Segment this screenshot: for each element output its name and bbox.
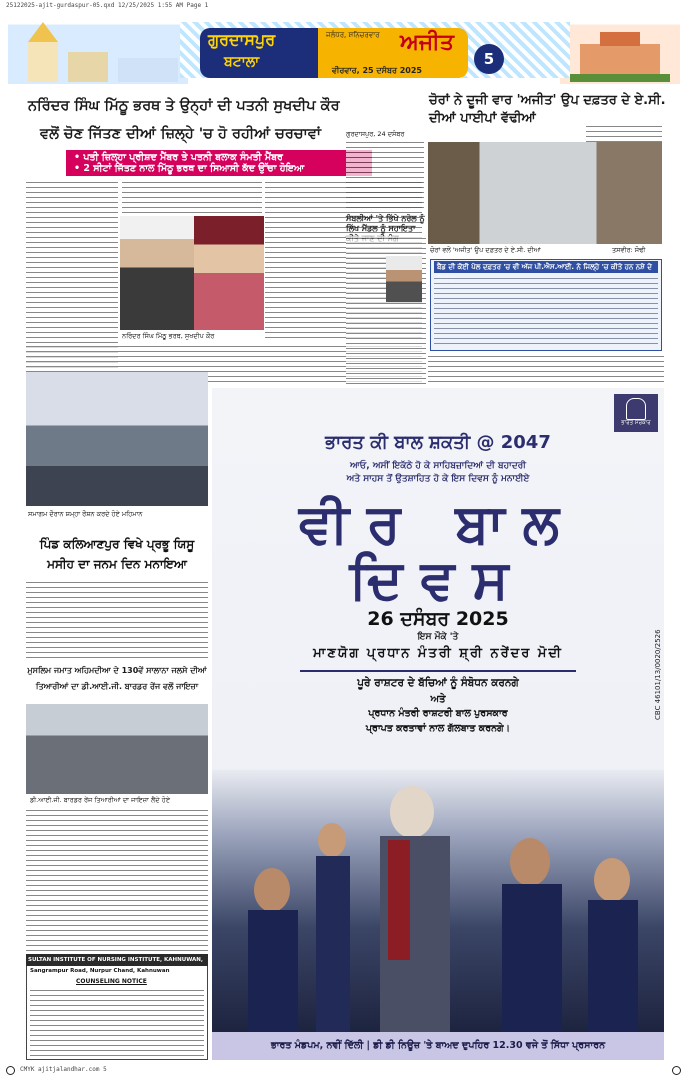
registration-mark-icon-right — [672, 1066, 681, 1075]
lead-body-text-col2 — [122, 180, 262, 216]
ad-address-line: ਪੂਰੇ ਰਾਸ਼ਟਰ ਦੇ ਬੱਚਿਆਂ ਨੂੰ ਸੰਬੋਧਨ ਕਰਨਗੇ — [357, 677, 519, 689]
ac-photo-caption-left: ਚੋਰਾਂ ਵਲੋਂ 'ਅਜੀਤ' ਉਪ ਦਫ਼ਤਰ ਦੇ ਏ.ਸੀ. ਦੀਆਂ — [430, 246, 541, 254]
ad-prime-minister: ਮਾਣਯੋਗ ਪ੍ਰਧਾਨ ਮੰਤਰੀ ਸ਼੍ਰੀ ਨਰੇਂਦਰ ਮੋਦੀ — [313, 646, 563, 661]
ad-award-line1: ਪ੍ਰਧਾਨ ਮੰਤਰੀ ਰਾਸ਼ਟਰੀ ਬਾਲ ਪੁਰਸਕਾਰ — [368, 708, 508, 719]
issue-date: ਵੀਰਵਾਰ, 25 ਦਸੰਬਰ 2025 — [332, 66, 423, 75]
classified-ad-head: SULTAN INSTITUTE OF NURSING INSTITUTE, KAHNUWAN, — [26, 954, 208, 966]
left-story2-headline-line2: ਤਿਆਰੀਆਂ ਦਾ ਡੀ.ਆਈ.ਜੀ. ਬਾਰਡਰ ਰੇਂਜ ਵਲੋਂ ਜਾਇਜ਼ਾ — [35, 682, 199, 691]
temple-illustration — [8, 14, 188, 84]
ad-cbc-code: CBC 46101/13/0020/2526 — [654, 629, 662, 720]
right-headline: ਚੋਰਾਂ ਨੇ ਦੂਜੀ ਵਾਰ 'ਅਜੀਤ' ਉਪ ਦਫ਼ਤਰ ਦੇ ਏ.ਸੀ. ਦੀਆਂ ਪਾਈਪਾਂ ਵੱਢੀਆਂ — [429, 93, 666, 126]
ad-photo-pm-with-children — [212, 770, 664, 1032]
monument-illustration — [560, 14, 680, 84]
boxed-story-body — [434, 276, 658, 348]
event-photo-caption: ਸਮਾਗਮ ਦੌਰਾਨ ਸ਼ਮ੍ਹਾ ਰੌਸ਼ਨ ਕਰਦੇ ਹੋਏ ਮਹਿਮਾਨ — [28, 510, 143, 518]
left-story-headline-line2: ਮਸੀਹ ਦਾ ਜਨਮ ਦਿਨ ਮਨਾਇਆ — [47, 557, 187, 571]
ad-divider — [300, 670, 576, 672]
ad-award-line2: ਪ੍ਰਾਪਤ ਕਰਤਾਵਾਂ ਨਾਲ ਗੱਲਬਾਤ ਕਰਨਗੇ। — [365, 723, 511, 734]
ad-event-date: 26 ਦਸੰਬਰ 2025 — [367, 608, 509, 630]
lead-photo-man — [120, 216, 194, 330]
ashoka-emblem-icon — [626, 398, 646, 420]
lead-body-text — [26, 180, 118, 370]
person-portrait — [386, 256, 422, 302]
ad-subtext — [212, 460, 664, 486]
lead-bullet-1: • ਪਤੀ ਜ਼ਿਲ੍ਹਾ ਪ੍ਰੀਸ਼ਦ ਮੈਂਬਰ ਤੇ ਪਤਨੀ ਬਲਾਕ ਸੰਮਤੀ ਮੈਂਬਰ — [74, 152, 283, 163]
right-body-text-top — [586, 124, 662, 142]
city-name-gurdaspur: ਗੁਰਦਾਸਪੁਰ — [208, 30, 276, 49]
ad-subtext-line2: ਅਤੇ ਸਾਹਸ ਤੋਂ ਉਤਸ਼ਾਹਿਤ ਹੋ ਕੇ ਇਸ ਦਿਵਸ ਨੂੰ ਮਨਾਈਏ — [346, 474, 530, 484]
left-story-body — [26, 580, 208, 662]
lead-photo-woman — [194, 216, 264, 330]
left-story2-headline-line1: ਮੁਸਲਿਮ ਜਮਾਤ ਅਹਿਮਦੀਆ ਦੇ 130ਵੇਂ ਸਾਲਾਨਾ ਜਲਸੇ ਦੀਆਂ — [27, 666, 207, 675]
dig-photo-caption: ਡੀ.ਆਈ.ਜੀ. ਬਾਰਡਰ ਰੇਂਜ ਤਿਆਰੀਆਂ ਦਾ ਜਾਇਜ਼ਾ ਲੈਂਦੇ ਹੋਏ — [30, 796, 171, 804]
left-story-headline — [26, 534, 208, 574]
classified-ad-body — [30, 988, 204, 1056]
temple-icon — [8, 14, 188, 84]
lead-headline-line2: ਵਲੋਂ ਚੋਣ ਜਿੱਤਣ ਦੀਆਂ ਜ਼ਿਲ੍ਹੇ 'ਚ ਹੋ ਰਹੀਆਂ ਚਰਚਾਵਾਂ — [40, 126, 321, 142]
lead-headline-line1: ਨਰਿੰਦਰ ਸਿੰਘ ਮਿੱਠੂ ਭਰਥ ਤੇ ਉਨ੍ਹਾਂ ਦੀ ਪਤਨੀ ਸੁਖਦੀਪ ਕੌਰ — [28, 98, 340, 114]
govt-emblem: ਭਾਰਤ ਸਰਕਾਰ — [614, 394, 658, 432]
ac-unit-photo — [428, 142, 662, 244]
ad-broadcast-bar: ਭਾਰਤ ਮੰਡਪਮ, ਨਵੀਂ ਦਿੱਲੀ | ਡੀ ਡੀ ਨਿਊਜ਼ 'ਤੇ ਬਾਅਦ ਦੁਪਹਿਰ 12.30 ਵਜੇ ਤੋਂ ਸਿੱਧਾ ਪ੍ਰਸਾਰਨ — [212, 1032, 664, 1060]
lead-bullet-2: • 2 ਸੀਟਾਂ ਜਿੱਤਣ ਨਾਲ ਮਿੱਠੂ ਭਰਥ ਦਾ ਸਿਆਸੀ ਕੱਦ ਉੱਚਾ ਹੋਇਆ — [74, 163, 305, 174]
left-story2-headline — [26, 666, 208, 692]
page-number: 5 — [474, 44, 504, 74]
dig-visit-photo — [26, 704, 208, 794]
ad-occasion: ਇਸ ਮੌਕੇ 'ਤੇ — [417, 632, 459, 642]
right-dateline: ਗੁਰਦਾਸਪੁਰ, 24 ਦਸੰਬਰ — [346, 130, 405, 138]
ad-and: ਅਤੇ — [430, 694, 446, 705]
newspaper-logo: ਅਜੀਤ — [400, 30, 454, 55]
lead-highlights-box — [66, 150, 372, 176]
brand-edition: ਜਲੰਧਰ, ਸ਼ਨਿਚਰਵਾਰ — [326, 31, 380, 39]
ac-photo-caption-right: ਤਸਵੀਰ: ਸੋਢੀ — [612, 246, 646, 254]
right-lower-body — [428, 354, 664, 386]
ad-subtext-line1: ਆਓ, ਅਸੀਂ ਇਕੱਠੇ ਹੋ ਕੇ ਸਾਹਿਬਜ਼ਾਦਿਆਂ ਦੀ ਬਹਾਦਰੀ — [350, 461, 526, 471]
ad-award-line — [212, 706, 664, 736]
lead-photo-caption: ਨਰਿੰਦਰ ਸਿੰਘ ਮਿੱਠੂ ਭਰਥ, ਸੁਖਦੀਪ ਕੌਰ — [122, 332, 215, 340]
crowd-illustration — [212, 770, 664, 1032]
boxed-story-title: ਬੈਂਡ ਦੀ ਕੋਈ ਪੋਲ ਦਫ਼ਤਰ 'ਚ ਵੀ ਅੱਜ ਪੀ.ਐਸ.ਆਈ. ਨੇ ਜਿਲ੍ਹੇ 'ਚ ਕੀਤੇ ਹਨ ਨਸ਼ੇ ਦੇ — [434, 261, 658, 273]
classified-ad-notice: COUNSELING NOTICE — [76, 978, 147, 985]
left-story-headline-line1: ਪਿੰਡ ਕਲਿਆਣਪੁਰ ਵਿਖੇ ਪ੍ਰਭੂ ਯਿਸੂ — [39, 537, 195, 551]
ad-title-diwas: ਦਿਵਸ — [349, 548, 527, 611]
monument-icon — [560, 14, 680, 84]
ad-title-veer-baal: ਵੀਰ ਬਾਲ — [299, 492, 577, 555]
event-photo-candle — [26, 372, 208, 506]
city-name-batala: ਬਟਾਲਾ — [224, 54, 260, 70]
ad-tagline: ਭਾਰਤ ਕੀ ਬਾਲ ਸ਼ਕਤੀ @ 2047 — [325, 432, 551, 453]
left-story2-body — [26, 808, 208, 952]
print-slug: 25122025-ajit-gurdaspur-05.qxd 12/25/2025 1:55 AM Page 1 — [6, 2, 209, 9]
page-footer: CMYK ajitjalandhar.com 5 — [20, 1066, 107, 1073]
right-body-text — [346, 140, 424, 210]
registration-mark-icon — [6, 1066, 15, 1075]
right-sub-headline: ਸੰਬਲੀਆਂ 'ਤੇ ਭਿੱਖੇ ਨਰੋਲ ਨੂੰ ਲਿੱਖ ਮੈਂਡਲ ਨੂੰ ਸਹਾਇਤਾ — [346, 214, 425, 233]
classified-ad-sub: Sangrampur Road, Nurpur Chand, Kahnuwan — [30, 968, 170, 974]
